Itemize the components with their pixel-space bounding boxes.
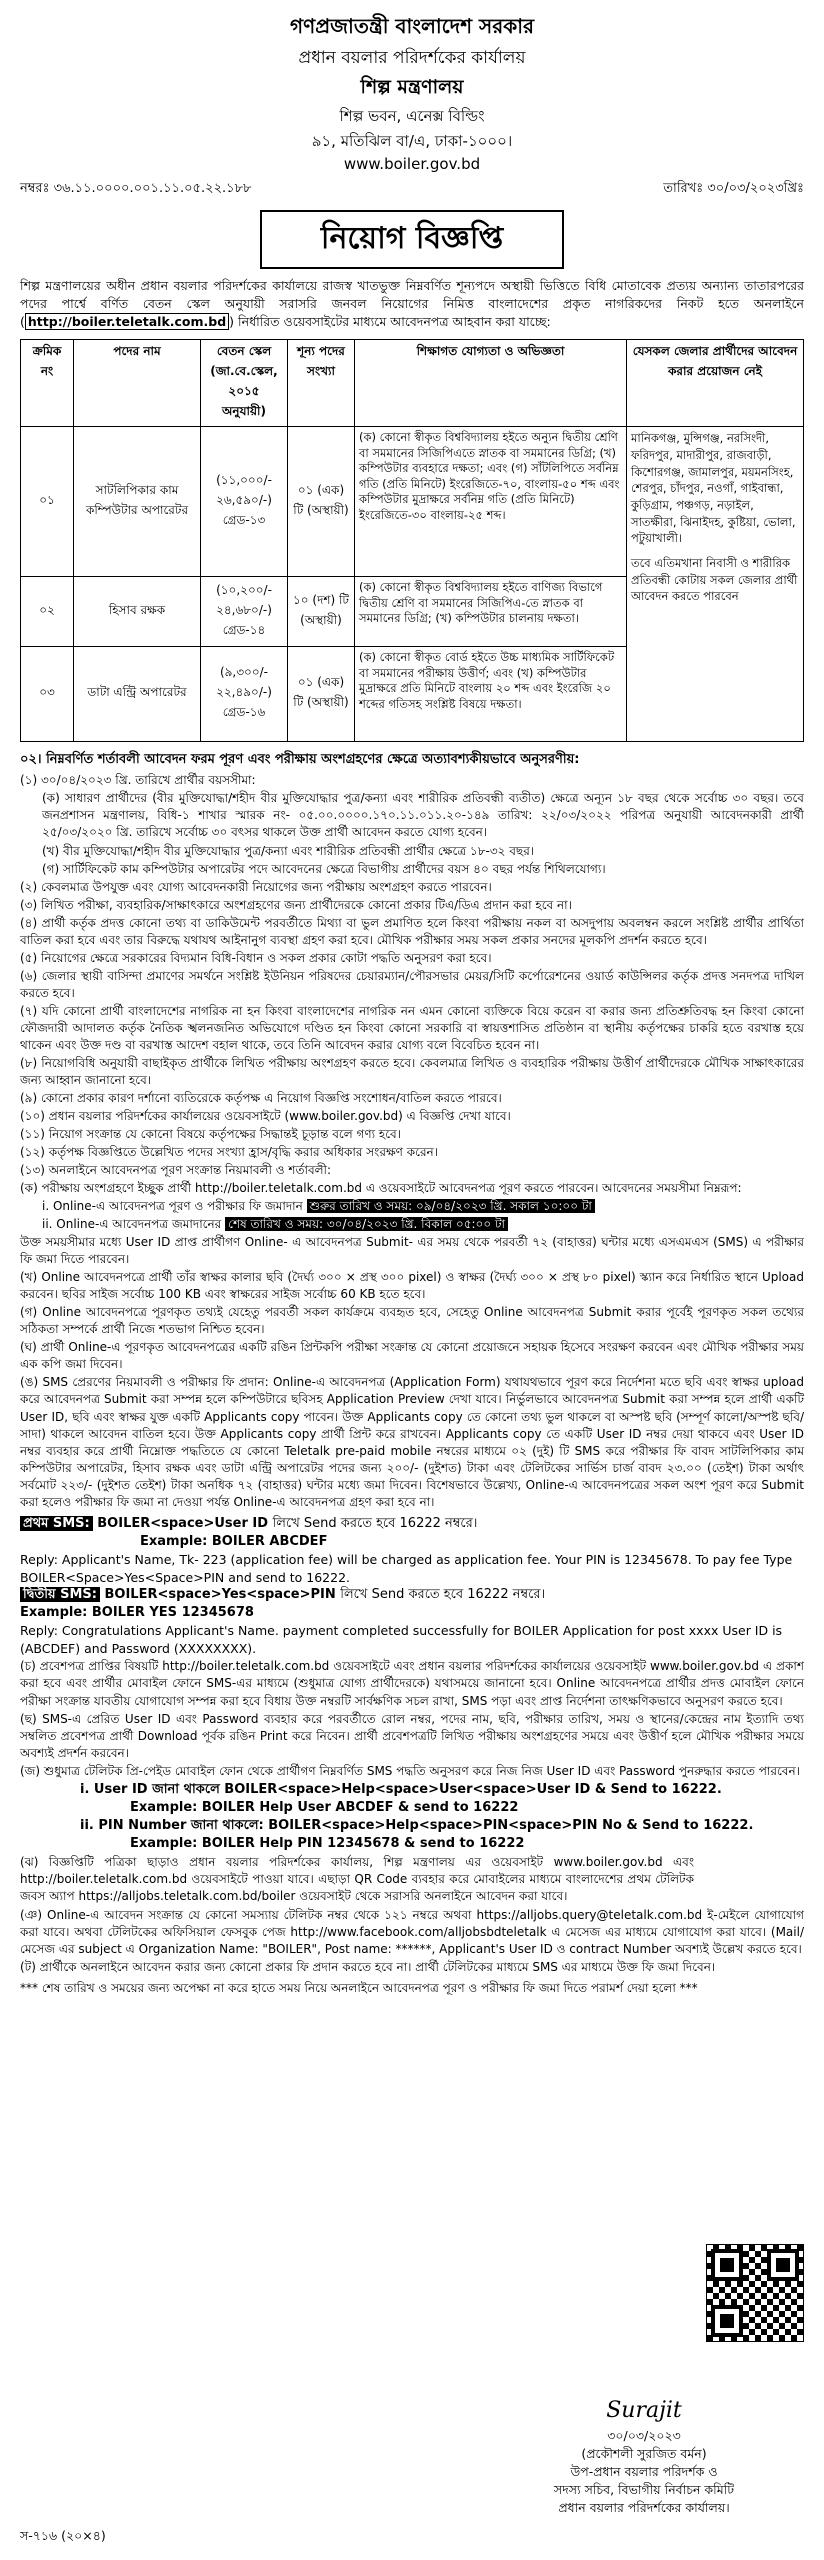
online-end-text: ii. Online-এ আবেদনপত্র জমাদানের (42, 1217, 222, 1232)
handwritten-signature: Surajit (606, 2398, 682, 2423)
signatory-name: (প্রকৌশলী সুরজিত বর্মন) (581, 2446, 707, 2462)
signature-date: ৩০/০৩/২০২৩ (607, 2427, 681, 2443)
ministry-name: শিল্প মন্ত্রণালয় (360, 76, 464, 98)
notice-title: নিয়োগ বিজ্ঞপ্তি (260, 210, 564, 269)
recovery-pin: ii. PIN Number জানা থাকলে: BOILER<space>Help<space>PIN<space>PIN No & Send to 16222. (80, 1818, 754, 1834)
col-excluded-districts: যেসকল জেলার প্রার্থীদের আবেদন করার প্রয়োজন নেই (627, 340, 804, 427)
first-sms-tail: লিখে Send করতে হবে 16222 নম্বরে। (272, 1515, 478, 1531)
list-item: (১০) প্রধান বয়লার পরিদর্শকের কার্যালয়ের ওয়েবসাইটে (www.boiler.gov.bd) এ বিজ্ঞপ্তি দেখা যাবে। (20, 1108, 511, 1123)
online-end-date: শেষ তারিখ ও সময়: ৩০/০৪/২০২৩ খ্রি. বিকাল ০৫:০০ টা (225, 1217, 508, 1231)
second-sms-example: Example: BOILER YES 12345678 (20, 1605, 254, 1621)
signatory-title-1: উপ-প্রধান বয়লার পরিদর্শক ও (570, 2464, 718, 2480)
conditions-heading: ০২। নিম্নবর্ণিত শর্তাবলী আবেদন ফরম পূরণ এবং পরীক্ষায় অংশগ্রহণের ক্ষেত্রে অত্যাবশ্যকীয়ভাবে অনুসরণীয়: (20, 752, 580, 768)
qr-code[interactable] (706, 2244, 804, 2342)
col-post-name: পদের নাম (74, 340, 201, 427)
list-item: (১) ৩০/০৪/২০২৩ খ্রি. তারিখে প্রার্থীর বয়সসীমা: (20, 773, 256, 788)
office-website: www.boiler.gov.bd (343, 155, 481, 173)
list-item: (৯) কোনো প্রকার কারণ দর্শানো ব্যতিরেকে কর্তৃপক্ষ এ নিয়োগ বিজ্ঞপ্তি সংশোধন/বাতিল করতে পারবে। (20, 1090, 502, 1105)
list-item: (চ) প্রবেশপত্র প্রাপ্তির বিষয়টি http://boiler.teletalk.com.bd ওয়েবসাইটে এবং প্রধান বয়লার পরিদর্শকের কার্যালয়ের ওয়েবসাইট www.boiler.gov.bd এ প্রকাশ করা হবে এবং প্রার্থীর মোবাইল ফোনে SMS-এর মাধ্যমে (শুধুমাত্র যোগ্য প্রার্থীদেরকে) যথাসময়ে জানানো হবে। Online আবেদনপত্রে প্রার্থীর প্রদত্ত মোবাইল ফোনে পরীক্ষা সংক্রান্ত যাবতীয় যোগাযোগ সম্পন্ন করা হবে বিধায় উক্ত নম্বরটি সার্বক্ষণিক সচল রাখা, SMS পড়া এবং প্রাপ্ত নির্দেশনা তাৎক্ষণিকভাবে অনুসরণ করতে হবে। (20, 1659, 804, 1708)
office-address: ৯১, মতিঝিল বা/এ, ঢাকা-১০০০। (311, 132, 513, 150)
letterhead (20, 12, 804, 173)
recovery-pin-example: Example: BOILER Help PIN 12345678 & send to 16222 (130, 1836, 525, 1852)
notice-date: তারিখঃ ৩০/০৩/২০২৩খ্রিঃ (663, 181, 804, 196)
reference-row (20, 179, 804, 200)
reference-number: নম্বরঃ ৩৬.১১.০০০০.০০১.১১.০৫.২২.১৮৮ (20, 181, 252, 196)
list-item: (১১) নিয়োগ সংক্রান্ত যে কোনো বিষয়ে কর্তৃপক্ষের সিদ্ধান্তই চূড়ান্ত বলে গণ্য হবে। (20, 1127, 401, 1141)
list-item: (জ) শুধুমাত্র টেলিটক প্রি-পেইড মোবাইল ফোন থেকে প্রার্থীগণ নিম্নবর্ণিত SMS পদ্ধতি অনুসরণ করে নিজ নিজ User ID এবং Password পুনরুদ্ধার করতে পারবেন। (20, 1763, 800, 1778)
second-sms-command: BOILER<space>Yes<space>PIN (104, 1587, 336, 1603)
col-qualification: শিক্ষাগত যোগ্যতা ও অভিজ্ঞতা (355, 340, 627, 427)
list-item: (৫) নিয়োগের ক্ষেত্রে সরকারের বিদ্যমান বিধি-বিধান ও সকল প্রকার কোটা পদ্ধতি অনুসরণ করা হবে। (20, 950, 492, 965)
print-code: স-৭১৬ (২০×৪) (20, 2528, 106, 2543)
excluded-districts-cell (627, 427, 804, 742)
list-item: (৩) লিখিত পরীক্ষা, ব্যবহারিক/সাক্ষাৎকারে অংশগ্রহণের জন্য প্রার্থীদেরকে কোনো প্রকার টিএ/ডিএ প্রদান করা হবে না। (20, 897, 572, 912)
vacancy-table (20, 339, 804, 742)
row-qualification: (ক) কোনো স্বীকৃত বিশ্ববিদ্যালয় হইতে বাণিজ্য বিভাগে দ্বিতীয় শ্রেণি বা সমমানের সিজিপিএ-তে স্নাতক বা সমমানের ডিগ্রি; (খ) কম্পিউটার চালনায় দক্ষতা। (355, 577, 627, 647)
online-start-text: i. Online-এ আবেদনপত্র পূরণ ও পরীক্ষার ফি জমাদান (42, 1199, 303, 1214)
list-item: (ঝ) বিজ্ঞপ্তিটি পত্রিকা ছাড়াও প্রধান বয়লার পরিদর্শকের কার্যালয়, শিল্প মন্ত্রণালয় এর ওয়েবসাইট www.boiler.gov.bd এবং http://boiler.teletalk.com.bd ওয়েবসাইটে পাওয়া যাবে। এছাড়া QR Code ব্যবহার করে মোবাইলের মাধ্যমে বাংলাদেশের প্রথম টেলিটক জবস অ্যাপ https://alljobs.teletalk.com.bd/boiler ওয়েবসাইট থেকে সরাসরি অনলাইনে আবেদন করা যাবে। (20, 1855, 694, 1904)
row-qualification: (ক) কোনো স্বীকৃত বিশ্ববিদ্যালয় হইতে অন্যুন দ্বিতীয় শ্রেণি বা সমমানের সিজিপিএতে স্নাতক বা সমমানের ডিগ্রি; (খ) কম্পিউটার ব্যবহারে দক্ষতা; এবং (গ) সাঁটলিপিতে সর্বনিম্ন গতি (প্রতি মিনিটে) ইংরেজিতে-৭০, বাংলায়-৫০ শব্দ এবং কম্পিউটার মুদ্রাক্ষরে সর্বনিম্ন গতি (প্রতি মিনিটে) ইংরেজিতে-৩০ বাংলায়-২৫ শব্দ। (355, 427, 627, 577)
office-name: প্রধান বয়লার পরিদর্শকের কার্যালয় (298, 48, 526, 68)
vacancy-table-header (21, 340, 804, 427)
list-item: (৮) নিয়োগবিধি অনুযায়ী বাছাইকৃত প্রার্থীকে লিখিত পরীক্ষায় অংশগ্রহণ করতে হবে। কেবলমাত্র লিখিত ও ব্যবহারিক পরীক্ষায় উত্তীর্ণ প্রার্থীদেরকে মৌখিক সাক্ষাৎকারের জন্য আহ্বান জানানো হবে। (20, 1055, 804, 1087)
signatory-title-3: প্রধান বয়লার পরিদর্শকের কার্যালয়। (558, 2500, 730, 2516)
sms-instructions (20, 1515, 804, 1658)
list-item: (খ) বীর মুক্তিযোদ্ধা/শহীদ বীর মুক্তিযোদ্ধার পুত্র/কন্যা এবং শারীরিক প্রতিবন্ধী প্রার্থীর ক্ষেত্রে ১৮-৩২ বছর। (42, 843, 535, 858)
row-pay-scale: (১১,০০০/- ২৬,৫৯০/-) গ্রেড-১৩ (201, 427, 288, 577)
job-notice-page (20, 0, 804, 2543)
row-post-name: ডাটা এন্ট্রি অপারেটর (74, 647, 201, 742)
excluded-districts-list: মানিকগঞ্জ, মুন্সিগঞ্জ, নরসিংদী, ফরিদপুর, মাদারীপুর, রাজবাড়ী, কিশোরগঞ্জ, জামালপুর, ময়মনসিংহ, শেরপুর, চাঁদপুর, নওগাঁ, গাইবান্ধা, কুড়িগ্রাম, পঞ্চগড়, নড়াইল, সাতক্ষীরা, ঝিনাইদহ, কুষ্টিয়া, ভোলা, পটুয়াখালী। (631, 431, 796, 546)
row-vacancy-count: ০১ (এক) টি (অস্থায়ী) (288, 427, 355, 577)
row-vacancy-count: ১০ (দশ) টি (অস্থায়ী) (288, 577, 355, 647)
col-pay-scale: বেতন স্কেল (জা.বে.স্কেল, ২০১৫ অনুযায়ী) (201, 340, 288, 427)
intro-text: শিল্প মন্ত্রণালয়ের অধীন প্রধান বয়লার পরিদর্শকের কার্যালয়ে রাজস্ব খাতভুক্ত নিম্নবর্ণিত শূন্যপদে অস্থায়ী ভিত্তিতে বিধি মোতাবেক প্রত্যয় অন্যান্য তাতারপরের পদের পার্শ্বে বর্ণিত বেতন স্কেল অনুযায়ী সরাসরি জনবল নিয়োগের নিমিত্ত বাংলাদেশের প্রকৃত নাগরিকদের নিকট হতে অনলাইনে (20, 278, 804, 312)
list-item: (ছ) SMS-এ প্রেরিত User ID এবং Password ব্যবহার করে পরবর্তীতে রোল নম্বর, পদের নাম, ছবি, পরীক্ষার তারিখ, সময় ও স্থানের/কেন্দ্রের নাম ইত্যাদি তথ্য সম্বলিত প্রবেশপত্র প্রার্থী Download পূর্বক রঙিন Print করে নিবেন। প্রার্থী প্রবেশপত্রটি লিখিত পরীক্ষায় অংশগ্রহণের সময়ে এবং উত্তীর্ণ হলে মৌখিক পরীক্ষার সময়ে অবশ্যই প্রদর্শন করবেন। (20, 1711, 804, 1760)
col-vacancy-count: শূন্য পদের সংখ্যা (288, 340, 355, 427)
government-name: গণপ্রজাতন্ত্রী বাংলাদেশ সরকার (290, 14, 534, 38)
second-sms-tail: লিখে Send করতে হবে 16222 নম্বরে। (340, 1587, 546, 1603)
online-rules (20, 1180, 804, 1511)
row-serial: ০২ (21, 577, 74, 647)
second-sms-label: দ্বিতীয় SMS: (20, 1587, 100, 1602)
recovery-user-example: Example: BOILER Help User ABCDEF & send to 16222 (130, 1799, 519, 1815)
row-qualification: (ক) কোনো স্বীকৃত বোর্ড হইতে উচ্চ মাধ্যমিক সার্টিফিকেট বা সমমানের পরীক্ষায় উত্তীর্ণ; এবং (খ) কম্পিউটার মুদ্রাক্ষরে প্রতি মিনিটে বাংলায় ২০ শব্দ এবং ইংরেজি ২০ শব্দের গতিসহ সংশ্লিষ্ট বিষয়ে দক্ষতা। (355, 647, 627, 742)
list-item: (২) কেবলমাত্র উপযুক্ত এবং যোগ্য আবেদনকারী নিয়োগের জন্য পরীক্ষায় অংশগ্রহণ করতে পারবেন। (20, 879, 492, 894)
second-sms-reply: Reply: Congratulations Applicant's Name. payment completed successfully for BOILER Application for post xxxx User ID is (ABCDEF) and Password (XXXXXXXX). (20, 1623, 783, 1656)
online-start-date: শুরুর তারিখ ও সময়: ০৯/০৪/২০২৩ খ্রি. সকাল ১০:০০ টা (307, 1199, 595, 1213)
recovery-user-id: i. User ID জানা থাকলে BOILER<space>Help<space>User<space>User ID & Send to 16222. (80, 1781, 722, 1797)
list-item: (গ) Online আবেদনপত্রে পূরণকৃত তথ্যই যেহেতু পরবর্তী সকল কার্যক্রমে ব্যবহৃত হবে, সেহেতু Online আবেদনপত্র Submit করার পূর্বেই পূরণকৃত সকল তথ্যের সঠিকতা সম্পর্কে প্রার্থী নিজে শতভাগ নিশ্চিত হবেন। (20, 1305, 804, 1337)
online-end-line (20, 1216, 804, 1233)
first-sms-label: প্রথম SMS: (20, 1516, 93, 1531)
table-row (21, 427, 804, 577)
online-start-line (20, 1198, 804, 1215)
intro-text-end: নির্ধারিত ওয়েবসাইটের মাধ্যমে আবেদনপত্র আহবান করা যাচ্ছে: (238, 314, 551, 330)
row-post-name: সাটলিপিকার কাম কম্পিউটার অপারেটর (74, 427, 201, 577)
row-pay-scale: (১০,২০০/- ২৪,৬৮০/-) গ্রেড-১৪ (201, 577, 288, 647)
second-sms-line (20, 1586, 804, 1604)
building-name: শিল্প ভবন, এনেক্স বিল্ডিং (339, 107, 485, 125)
list-item: (ট) প্রার্থীকে অনলাইনে আবেদন করার জন্য কোনো প্রকার ফি প্রদান করতে হবে না। প্রার্থী টেলিটকের মাধ্যমে SMS এর মাধ্যমে উক্ত ফি জমা দিবেন। (20, 1959, 716, 1974)
after-sms-list (20, 1658, 804, 1779)
conditions-list (20, 772, 804, 1179)
first-sms-line (20, 1515, 804, 1533)
signatory-title-2: সদস্য সচিব, বিভাগীয় নির্বাচন কমিটি (553, 2482, 735, 2498)
first-sms-example: Example: BOILER ABCDEF (140, 1533, 328, 1549)
final-items-rest (20, 1907, 804, 1976)
list-item: (৬) জেলার স্থায়ী বাসিন্দা প্রমাণের সমর্থনে সংশ্লিষ্ট ইউনিয়ন পরিষদের চেয়ারম্যান/পৌরসভার মেয়র/সিটি কর্পোরেশনের ওয়ার্ড কাউন্সিলর কর্তৃক প্রদত্ত সনদপত্র দাখিল করতে হবে। (20, 968, 804, 1000)
first-sms-reply: Reply: Applicant's Name, Tk- 223 (application fee) will be charged as application fee. Your PIN is 12345678. To pay fee Type BOILER<Space>Yes<Space>PIN and send to 16222. (20, 1552, 793, 1585)
list-item: (৭) যদি কোনো প্রার্থী বাংলাদেশের নাগরিক না হন কিংবা বাংলাদেশের নাগরিক নন এমন কোনো ব্যক্তিকে বিয়ে করেন বা করার জন্য প্রতিশ্রুতিবদ্ধ হন কিংবা কোনো ফৌজদারী আদালত কর্তৃক নৈতিক স্খলনজনিত অভিযোগে দণ্ডিত হন কিংবা কোনো সরকারি বা স্বায়ত্তশাসিত প্রতিষ্ঠান বা স্থানীয় কর্তৃপক্ষের চাকরি হতে বরখাস্ত হয়ে থাকেন এবং উক্ত দণ্ড বা বরখাস্ত আদেশ বহাল থাকে, তবে তিনি আবেদন করার যোগ্য বলে বিবেচিত হবেন না। (20, 1003, 804, 1052)
list-item: (গ) সার্টিফিকেট কাম কম্পিউটার অপারেটর পদে আবেদনের ক্ষেত্রে বিভাগীয় প্রার্থীদের বয়স ৪০ বছর পর্যন্ত শিথিলযোগ্য। (42, 861, 606, 876)
teletalk-link: http://boiler.teletalk.com.bd (25, 313, 229, 330)
signature-block (494, 2395, 794, 2518)
first-sms-command: BOILER<space>User ID (97, 1515, 269, 1531)
excluded-districts-note: তবে এতিমখানা নিবাসী ও শারীরিক প্রতিবন্ধী কোটায় সকল জেলার প্রার্থী আবেদন করতে পারবেন (631, 556, 798, 604)
list-item: উক্ত সময়সীমার মধ্যে User ID প্রাপ্ত প্রার্থীগণ Online- এ আবেদনপত্র Submit- এর সময় থেকে পরবর্তী ৭২ (বাহাত্তর) ঘন্টার মধ্যে এসএমএস (SMS) এ পরীক্ষার ফি জমা দিতে পারবেন। (20, 1235, 804, 1267)
list-item: (১২) কর্তৃপক্ষ বিজ্ঞপ্তিতে উল্লেখিত পদের সংখ্যা হ্রাস/বৃদ্ধি করার অধিকার সংরক্ষণ করেন। (20, 1145, 439, 1160)
row-serial: ০৩ (21, 647, 74, 742)
list-item: (ঘ) প্রার্থী Online-এ পূরণকৃত আবেদনপত্রের একটি রঙিন প্রিন্টকপি পরীক্ষা সংক্রান্ত যে কোনো প্রয়োজনে সহায়ক হিসেবে সংরক্ষণ করবেন এবং মৌখিক পরীক্ষার সময় এক কপি জমা দিবেন। (20, 1340, 804, 1372)
list-item: (ঞ) Online-এ আবেদন সংক্রান্ত যে কোনো সমস্যায় টেলিটক নম্বর থেকে ১২১ নম্বরে অথবা https://alljobs.query@teletalk.com.bd ই-মেইলে যোগাযোগ করা যাবে। অথবা টেলিটকের অফিসিয়াল ফেসবুক পেজ http://www.facebook.com/alljobsbdteletalk এ মেসেজ এর মাধ্যমে যোগাযোগ করা যাবে। (Mail/মেসেজ এর subject এ Organization Name: "BOILER", Post name: ******, Applicant's User ID ও contract Number অবশ্যই উল্লেখ করতে হবে। (20, 1907, 804, 1956)
list-item: (ঙ) SMS প্রেরণের নিয়মাবলী ও পরীক্ষার ফি প্রদান: Online-এ আবেদনপত্র (Application Form) যথাযথভাবে পূরণ করে নির্দেশনা মতে ছবি এবং স্বাক্ষর upload করে আবেদনপত্র Submit করা সম্পন্ন হলে কম্পিউটারে ছবিসহ Application Preview দেখা যাবে। নির্ভুলভাবে আবেদনপত্র Submit করা সম্পন্ন হলে প্রার্থী একটি User ID, ছবি এবং স্বাক্ষর যুক্ত একটি Applicants copy পাবেন। উক্ত Applicants copy তে কোনো তথ্য ভুল থাকলে বা অস্পষ্ট ছবি (সম্পূর্ণ কালো/অস্পষ্ট ছবি/সাদা) থাকলে আবেদন বাতিল হবে। উক্ত Applicants copy প্রার্থী প্রিন্ট করে রাখবেন। Applicants copy তে একটি User ID নম্বর দেয়া থাকবে এবং User ID নম্বর ব্যবহার করে প্রার্থী নিম্নোক্ত পদ্ধতিতে যে কোনো Teletalk pre-paid mobile নম্বরের মাধ্যমে ০২ (দুই) টি SMS করে পরীক্ষার ফি বাবদ সাটলিপিকার কাম কম্পিউটার অপারেটর, হিসাব রক্ষক এবং ডাটা এন্ট্রি অপারেটর পদের জন্য ২০০/- (দুইশত) টাকা এবং টেলিটকের সার্ভিস চার্জ বাবদ ২৩.০০ (তেইশ) টাকা অর্থাৎ সর্বমোট ২২৩/- (দুইশত তেইশ) টাকা অনধিক ৭২ (বাহাত্তর) ঘন্টার মধ্যে জমা দিবেন। বিশেষভাবে উল্লেখ্য, Online-এ আবেদনপত্রের সকল অংশ পূরণ করে Submit করা হলেও পরীক্ষার ফি জমা না দেওয়া পর্যন্ত Online-এ আবেদনপত্র গ্রহণ করা হবে না। (20, 1375, 804, 1509)
list-item: (৪) প্রার্থী কর্তৃক প্রদত্ত কোনো তথ্য বা ডাকিউমেন্ট পরবর্তীতে মিথ্যা বা ভুল প্রমাণিত হলে কিংবা পরীক্ষায় নকল বা অসদুপায় অবলম্বন করলে সংশ্লিষ্ট প্রার্থীর প্রার্থিতা বাতিল করা হবে এবং তার বিরুদ্ধে যথাযথ আইনানুগ ব্যবস্থা গ্রহণ করা হবে। মৌখিক পরীক্ষার সময় সকল প্রকার সনদের মূলকপি প্রদর্শন করতে হবে। (20, 915, 804, 947)
list-item: (খ) Online আবেদনপত্রে প্রার্থী তাঁর স্বাক্ষর কালার ছবি (দৈর্ঘ্য ৩০০ × প্রস্থ ৩০০ pixel) ও স্বাক্ষর (দৈর্ঘ্য ৩০০ × প্রস্থ ৮০ pixel) স্ক্যান করে নির্ধারিত স্থানে Upload করবেন। ছবির সাইজ সর্বোচ্চ 100 KB এবং স্বাক্ষরের সাইজ সর্বোচ্চ 60 KB হতে হবে। (20, 1270, 804, 1302)
final-items-block (20, 1854, 804, 1905)
list-item: (১৩) অনলাইনে আবেদনপত্র পূরণ সংক্রান্ত নিয়মাবলী ও শর্তাবলী: (20, 1163, 332, 1178)
online-lead: (ক) পরীক্ষায় অংশগ্রহণে ইচ্ছুক প্রার্থী http://boiler.teletalk.com.bd এ ওয়েবসাইটে আবেদনপত্র পূরণ করতে পারবেন। আবেদনের সময়সীমা নিম্নরূপ: (20, 1181, 742, 1196)
row-vacancy-count: ০১ (এক) টি (অস্থায়ী) (288, 647, 355, 742)
list-item: (ক) সাধারণ প্রার্থীদের (বীর মুক্তিযোদ্ধা/শহীদ বীর মুক্তিযোদ্ধার পুত্র/কন্যা এবং শারীরিক প্রতিবন্ধী ব্যতীত) ক্ষেত্রে অন্যূন ১৮ বছর থেকে সর্বোচ্চ ৩০ বছর। তবে জনপ্রশাসন মন্ত্রণালয়, বিধি-১ শাখার স্মারক নং- ০৫.০০.০০০০.১৭০.১১.০১১.২০-১৪৯ তারিখ: ২২/০৩/২০২২ পরিপত্র অনুযায়ী আবেদনকারী প্রার্থী ২৫/০৩/২০২০ খ্রি. তারিখে সর্বোচ্চ ৩০ বৎসর থাকলে উক্ত প্রার্থী আবেদন করতে যোগ্য হবেন। (42, 791, 804, 840)
closing-note: *** শেষ তারিখ ও সময়ের জন্য অপেক্ষা না করে হাতে সময় নিয়ে অনলাইনে আবেদনপত্র পূরণ ও পরীক্ষার ফি জমা দিতে পরামর্শ দেয়া হলো *** (20, 1980, 698, 1995)
row-post-name: হিসাব রক্ষক (74, 577, 201, 647)
row-serial: ০১ (21, 427, 74, 577)
password-recovery (20, 1781, 804, 1854)
row-pay-scale: (৯,৩০০/- ২২,৪৯০/-) গ্রেড-১৬ (201, 647, 288, 742)
col-serial: ক্রমিক নং (21, 340, 74, 427)
intro-paragraph: শিল্প মন্ত্রণালয়ের অধীন প্রধান বয়লার পরিদর্শকের কার্যালয়ে রাজস্ব খাতভুক্ত নিম্নবর্ণিত শূন্যপদে অস্থায়ী ভিত্তিতে বিধি মোতাবেক প্রত্যয় অন্যান্য তাতারপরের পদের পার্শ্বে বর্ণিত বেতন স্কেল অনুযায়ী সরাসরি জনবল নিয়োগের নিমিত্ত বাংলাদেশের প্রকৃত নাগরিকদের নিকট হতে অনলাইনে ( http://boiler.teletalk.com.bd ) নির্ধারিত ওয়েবসাইটের মাধ্যমে আবেদনপত্র আহবান করা যাচ্ছে: (20, 278, 804, 330)
